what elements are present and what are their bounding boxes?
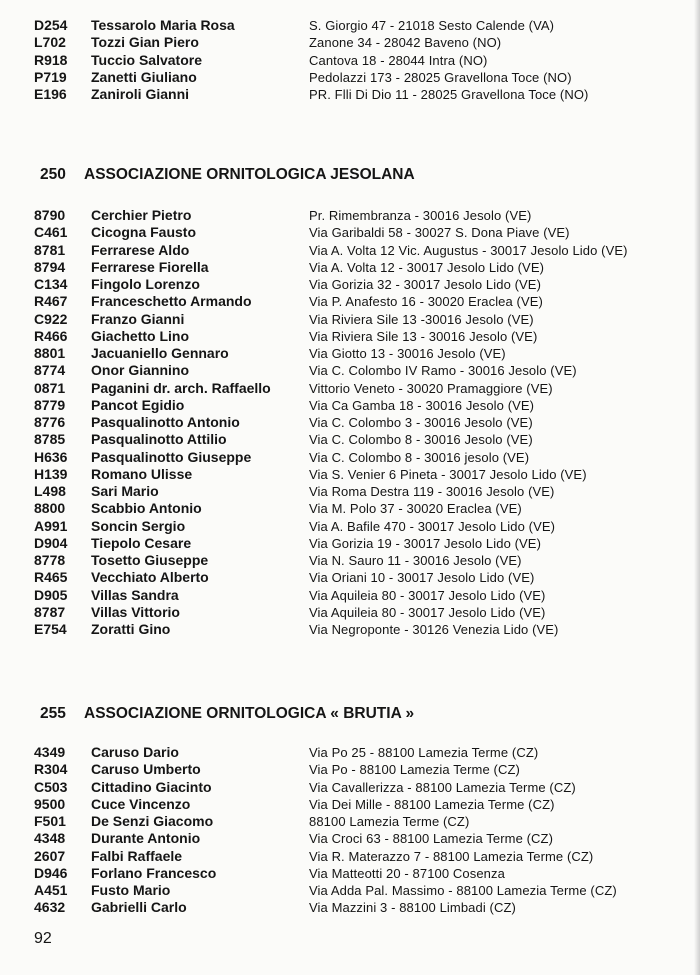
member-address: Via A. Volta 12 - 30017 Jesolo Lido (VE) xyxy=(309,259,545,275)
member-name: Pasqualinotto Antonio xyxy=(91,414,240,430)
member-name: Forlano Francesco xyxy=(91,864,217,881)
member-address: 88100 Lamezia Terme (CZ) xyxy=(309,814,470,829)
member-row xyxy=(0,259,700,276)
member-code: R304 xyxy=(34,761,68,778)
member-row xyxy=(0,69,700,86)
member-row xyxy=(0,293,700,310)
member-name: De Senzi Giacomo xyxy=(91,813,214,829)
member-name: Fingolo Lorenzo xyxy=(91,276,200,292)
section-heading xyxy=(40,166,415,188)
member-address: Via Croci 63 - 88100 Lamezia Terme (CZ) xyxy=(309,831,554,847)
member-address: Via C. Colombo 3 - 30016 Jesolo (VE) xyxy=(309,415,533,430)
section-heading xyxy=(40,705,414,727)
member-name: Paganini dr. arch. Raffaello xyxy=(91,379,271,396)
member-address: Via A. Bafile 470 - 30017 Jesolo Lido (VE) xyxy=(309,518,556,534)
member-address: PR. Flli Di Dio 11 - 28025 Gravellona Toce (NO) xyxy=(309,87,589,102)
member-name: Pasqualinotto Giuseppe xyxy=(91,448,252,465)
member-row xyxy=(0,345,700,362)
member-row xyxy=(0,52,700,69)
member-address: Via Negroponte - 30126 Venezia Lido (VE) xyxy=(309,622,559,637)
member-address: Vittorio Veneto - 30020 Pramaggiore (VE) xyxy=(309,380,553,396)
member-list xyxy=(0,17,700,103)
member-row xyxy=(0,34,700,51)
member-code: A451 xyxy=(34,882,68,898)
member-row xyxy=(0,830,700,847)
member-address: Via R. Materazzo 7 - 88100 Lamezia Terme (CZ) xyxy=(309,848,594,864)
member-address: Via Adda Pal. Massimo - 88100 Lamezia Terme (CZ) xyxy=(309,883,617,898)
member-name: Zaniroli Gianni xyxy=(91,86,190,102)
member-code: R466 xyxy=(34,327,68,344)
member-row xyxy=(0,362,700,379)
member-code: C134 xyxy=(34,276,68,292)
member-address: Via Aquileia 80 - 30017 Jesolo Lido (VE) xyxy=(309,587,546,603)
member-code: C503 xyxy=(34,778,68,795)
member-address: Via A. Volta 12 Vic. Augustus - 30017 Jesolo Lido (VE) xyxy=(309,242,628,258)
member-code: E196 xyxy=(34,86,67,102)
member-address: Pr. Rimembranza - 30016 Jesolo (VE) xyxy=(309,208,532,223)
member-row xyxy=(0,449,700,466)
member-address: Via C. Colombo IV Ramo - 30016 Jesolo (VE) xyxy=(309,363,577,379)
member-list xyxy=(0,207,700,638)
member-row xyxy=(0,466,700,483)
member-address: Via Matteotti 20 - 87100 Cosenza xyxy=(309,865,505,881)
member-name: Gabrielli Carlo xyxy=(91,899,187,916)
member-name: Tozzi Gian Piero xyxy=(91,34,199,51)
member-address: Via C. Colombo 8 - 30016 jesolo (VE) xyxy=(309,449,530,465)
member-code: H139 xyxy=(34,465,68,482)
member-row xyxy=(0,397,700,414)
member-code: 8774 xyxy=(34,362,66,379)
member-name: Cittadino Giacinto xyxy=(91,778,212,795)
member-row xyxy=(0,761,700,778)
member-address: Via Riviera Sile 13 -30016 Jesolo (VE) xyxy=(309,311,534,327)
member-code: 2607 xyxy=(34,847,66,864)
member-name: Tiepolo Cesare xyxy=(91,534,192,551)
member-row xyxy=(0,311,700,328)
member-row xyxy=(0,500,700,517)
member-address: Via Mazzini 3 - 88100 Limbadi (CZ) xyxy=(309,900,516,916)
member-name: Falbi Raffaele xyxy=(91,847,183,864)
member-row xyxy=(0,224,700,241)
member-code: A991 xyxy=(34,517,68,534)
member-code: 8785 xyxy=(34,431,66,448)
member-code: C461 xyxy=(34,224,68,241)
member-code: D905 xyxy=(34,586,68,603)
member-address: Via Gorizia 32 - 30017 Jesolo Lido (VE) xyxy=(309,277,542,292)
member-address: Via Po 25 - 88100 Lamezia Terme (CZ) xyxy=(309,745,539,760)
member-row xyxy=(0,483,700,500)
member-name: Ferrarese Aldo xyxy=(91,241,190,258)
member-row xyxy=(0,604,700,621)
member-row xyxy=(0,813,700,830)
member-code: D904 xyxy=(34,534,68,551)
member-name: Soncin Sergio xyxy=(91,517,186,534)
member-name: Romano Ulisse xyxy=(91,465,193,482)
member-code: 9500 xyxy=(34,795,66,812)
member-row xyxy=(0,587,700,604)
member-row xyxy=(0,86,700,103)
member-name: Tessarolo Maria Rosa xyxy=(91,17,235,33)
member-code: P719 xyxy=(34,68,67,85)
member-address: Via Aquileia 80 - 30017 Jesolo Lido (VE) xyxy=(309,604,546,620)
member-address: Via Cavallerizza - 88100 Lamezia Terme (CZ) xyxy=(309,779,576,795)
member-row xyxy=(0,518,700,535)
member-code: 4349 xyxy=(34,744,66,760)
member-list xyxy=(0,744,700,917)
member-row xyxy=(0,621,700,638)
member-name: Fusto Mario xyxy=(91,882,171,898)
member-name: Zoratti Gino xyxy=(91,621,171,637)
member-code: H636 xyxy=(34,448,68,465)
member-address: Via S. Venier 6 Pineta - 30017 Jesolo Lido (VE) xyxy=(309,466,587,482)
member-address: Via C. Colombo 8 - 30016 Jesolo (VE) xyxy=(309,432,533,448)
member-name: Villas Sandra xyxy=(91,586,179,603)
member-name: Franzo Gianni xyxy=(91,310,185,327)
member-row xyxy=(0,865,700,882)
member-row xyxy=(0,414,700,431)
member-code: 8800 xyxy=(34,500,66,517)
member-address: Via Roma Destra 119 - 30016 Jesolo (VE) xyxy=(309,484,555,499)
member-address: Zanone 34 - 28042 Baveno (NO) xyxy=(309,35,502,51)
member-name: Franceschetto Armando xyxy=(91,293,252,310)
member-name: Caruso Dario xyxy=(91,744,179,760)
member-name: Durante Antonio xyxy=(91,830,201,847)
member-address: Via Po - 88100 Lamezia Terme (CZ) xyxy=(309,762,520,778)
section-title: ASSOCIAZIONE ORNITOLOGICA JESOLANA xyxy=(84,166,415,183)
member-code: D946 xyxy=(34,864,68,881)
member-name: Cuce Vincenzo xyxy=(91,795,191,812)
member-row xyxy=(0,569,700,586)
member-name: Villas Vittorio xyxy=(91,603,180,620)
member-name: Vecchiato Alberto xyxy=(91,569,209,586)
member-name: Pasqualinotto Attilio xyxy=(91,431,227,448)
member-address: Via Garibaldi 58 - 30027 S. Dona Piave (VE) xyxy=(309,225,570,241)
member-code: 4632 xyxy=(34,899,66,916)
member-code: R465 xyxy=(34,569,68,586)
member-row xyxy=(0,17,700,34)
member-code: 8781 xyxy=(34,241,66,258)
member-address: S. Giorgio 47 - 21018 Sesto Calende (VA) xyxy=(309,18,555,33)
member-code: D254 xyxy=(34,17,68,33)
member-row xyxy=(0,796,700,813)
section-number: 250 xyxy=(40,166,66,183)
member-address: Via P. Anafesto 16 - 30020 Eraclea (VE) xyxy=(309,294,543,310)
member-code: L702 xyxy=(34,34,66,51)
member-address: Via Giotto 13 - 30016 Jesolo (VE) xyxy=(309,346,506,361)
member-row xyxy=(0,899,700,916)
member-row xyxy=(0,848,700,865)
member-row xyxy=(0,242,700,259)
member-code: 8790 xyxy=(34,207,66,223)
page-edge-shadow xyxy=(694,0,700,975)
member-row xyxy=(0,276,700,293)
member-address: Pedolazzi 173 - 28025 Gravellona Toce (NO) xyxy=(309,69,572,85)
member-name: Scabbio Antonio xyxy=(91,500,202,517)
section-number: 255 xyxy=(40,705,66,722)
member-code: 8779 xyxy=(34,396,66,413)
member-row xyxy=(0,380,700,397)
member-code: C922 xyxy=(34,310,68,327)
member-row xyxy=(0,207,700,224)
member-code: R467 xyxy=(34,293,68,310)
member-code: L498 xyxy=(34,483,66,499)
member-address: Via Gorizia 19 - 30017 Jesolo Lido (VE) xyxy=(309,535,542,551)
member-row xyxy=(0,744,700,761)
member-row xyxy=(0,328,700,345)
member-row xyxy=(0,882,700,899)
member-code: 8801 xyxy=(34,345,66,361)
member-code: 4348 xyxy=(34,830,66,847)
member-row xyxy=(0,552,700,569)
member-name: Cicogna Fausto xyxy=(91,224,197,241)
member-name: Caruso Umberto xyxy=(91,761,201,778)
member-name: Jacuaniello Gennaro xyxy=(91,345,229,361)
member-row xyxy=(0,779,700,796)
member-name: Onor Giannino xyxy=(91,362,189,379)
member-address: Via N. Sauro 11 - 30016 Jesolo (VE) xyxy=(309,553,522,568)
member-code: R918 xyxy=(34,51,68,68)
member-code: F501 xyxy=(34,813,66,829)
member-address: Via M. Polo 37 - 30020 Eraclea (VE) xyxy=(309,501,522,517)
member-address: Via Riviera Sile 13 - 30016 Jesolo (VE) xyxy=(309,328,538,344)
member-name: Pancot Egidio xyxy=(91,396,185,413)
member-name: Ferrarese Fiorella xyxy=(91,258,209,275)
member-name: Cerchier Pietro xyxy=(91,207,192,223)
member-row xyxy=(0,535,700,552)
section-title: ASSOCIAZIONE ORNITOLOGICA « BRUTIA » xyxy=(84,705,415,722)
member-name: Giachetto Lino xyxy=(91,327,189,344)
member-address: Via Ca Gamba 18 - 30016 Jesolo (VE) xyxy=(309,397,535,413)
member-code: 0871 xyxy=(34,379,66,396)
member-name: Tuccio Salvatore xyxy=(91,51,203,68)
page-number: 92 xyxy=(34,930,52,947)
member-name: Zanetti Giuliano xyxy=(91,68,197,85)
member-name: Sari Mario xyxy=(91,483,159,499)
member-code: 8776 xyxy=(34,414,66,430)
member-row xyxy=(0,431,700,448)
member-code: 8778 xyxy=(34,552,66,568)
member-code: 8787 xyxy=(34,603,66,620)
member-address: Via Dei Mille - 88100 Lamezia Terme (CZ) xyxy=(309,796,555,812)
member-code: E754 xyxy=(34,621,67,637)
member-name: Tosetto Giuseppe xyxy=(91,552,209,568)
member-code: 8794 xyxy=(34,258,66,275)
member-address: Via Oriani 10 - 30017 Jesolo Lido (VE) xyxy=(309,570,535,586)
member-address: Cantova 18 - 28044 Intra (NO) xyxy=(309,52,488,68)
